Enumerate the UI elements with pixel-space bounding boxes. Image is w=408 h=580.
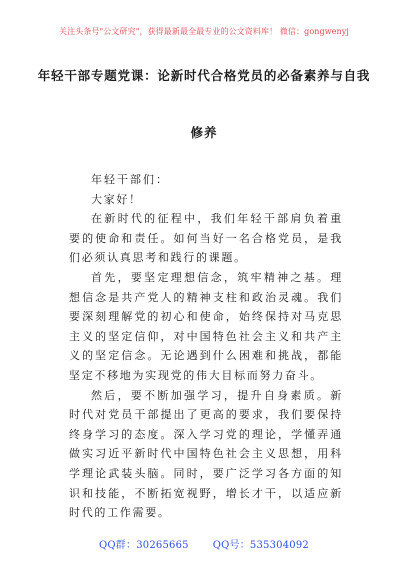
header-note: 关注头条号"公文研究"，获得最新最全最专业的公文资料库！ 微信：gongwenyj [59,27,349,36]
document-title-line-1: 年轻干部专题党课：论新时代合格党员的必备素养与自我 [37,68,371,83]
document-body [69,170,343,523]
qq-group-link: QQ群：30265665 [99,540,189,551]
ideals-paragraph: 首先，要坚定理想信念，筑牢精神之基。理想信念是共产党人的精神支柱和政治灵魂。我们要深刻理解党的初心和使命，始终保持对马克思主义的坚定信仰，对中国特色社会主义和共产主义的坚定信念。无论遇到什么困难和挑战，都能坚定不移地为实现党的伟大目标而努力奋斗。 [69,270,343,382]
intro-paragraph: 在新时代的征程中，我们年轻干部肩负着重要的使命和责任。如何当好一名合格党员，是我们必须认真思考和践行的课题。 [69,212,343,265]
greeting-paragraph: 大家好！ [91,192,142,206]
document-title-line-2: 修养 [190,125,218,140]
salutation: 年轻干部们： [91,173,169,186]
contact-footer [0,536,408,551]
study-paragraph: 然后，要不断加强学习，提升自身素质。新时代对党员干部提出了更高的要求，我们要保持终身学习的态度。深入学习党的理论，学懂弄通做实习近平新时代中国特色社会主义思想，用科学理论武装头脑。同时，要广泛学习各方面的知识和技能，不断拓宽视野，增长才干，以适应新时代的工作需要。 [69,388,343,520]
qq-number-link: QQ号：535304092 [212,540,309,551]
